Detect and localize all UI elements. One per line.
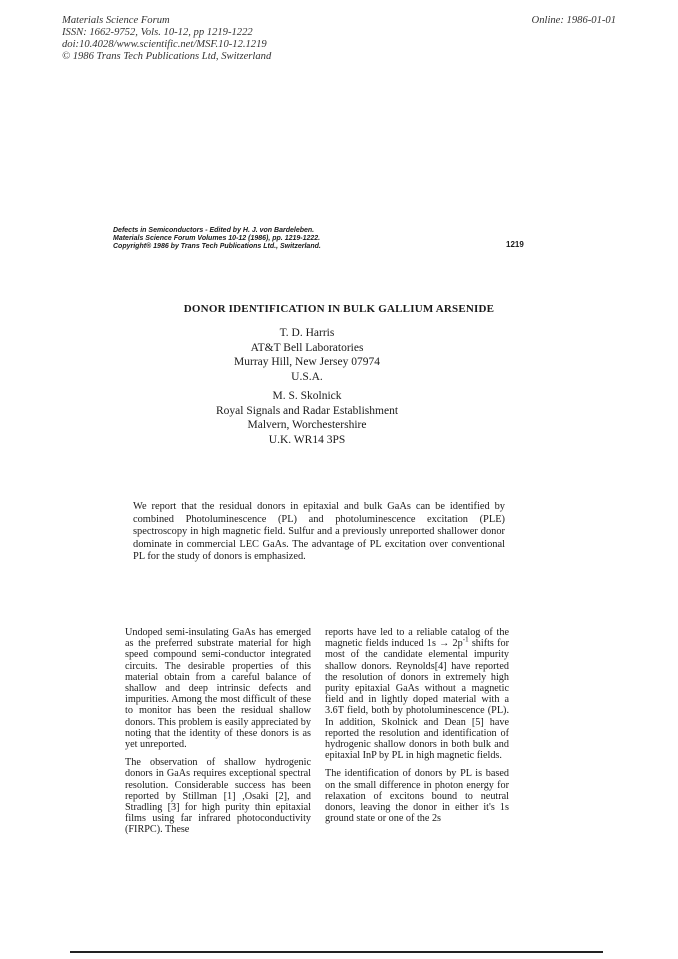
conference-info — [113, 227, 523, 251]
page-number: 1219 — [506, 240, 524, 249]
issn-line: ISSN: 1662-9752, Vols. 10-12, pp 1219-1222 — [62, 27, 253, 38]
author-block-2 — [0, 389, 614, 447]
copyright-line: © 1986 Trans Tech Publications Ltd, Switzerland — [62, 51, 272, 62]
journal-name: Materials Science Forum — [62, 15, 170, 26]
author-name: M. S. Skolnick — [272, 390, 342, 402]
affiliation-line: U.S.A. — [291, 370, 323, 383]
doi-line: doi:10.4028/www.scientific.net/MSF.10-12.1219 — [62, 39, 267, 50]
conference-line-2: Materials Science Forum Volumes 10-12 (1986), pp. 1219-1222. — [113, 235, 321, 242]
abstract: We report that the residual donors in epitaxial and bulk GaAs can be identified by combined Photoluminescence (PL) and photoluminescence excitation (PLE) spectroscopy in high magnetic field. Sulfur and a previously unreported shallower donor dominate in commercial LEC GaAs. The advantage of PL excitation over conventional PL for the study of donors is emphasized. — [133, 501, 505, 563]
affiliation-line: Malvern, Worchestershire — [247, 419, 367, 431]
body-text: reports have led to a reliable catalog of the magnetic fields induced 1s → 2p — [325, 627, 509, 650]
publication-metadata — [62, 15, 271, 63]
affiliation-line: U.K. WR14 3PS — [268, 433, 346, 446]
body-paragraph: The identification of donors by PL is based on the small difference in photon energy for relaxation of excitons bound to neutral donors, leaving the donor in either it's 1s ground state or one of the 2s — [325, 768, 509, 825]
superscript: -1 — [462, 635, 469, 644]
body-column-left — [125, 627, 311, 843]
body-paragraph — [325, 627, 509, 761]
author-block-1 — [0, 326, 614, 384]
body-paragraph: The observation of shallow hydrogenic donors in GaAs requires exceptional spectral resolution. Considerable success has been reported by Stillman [1] ,Osaki [2], and Stradling [3] for high purity thin epitaxial films using far infrared photoconductivity (FIRPC). These — [125, 757, 311, 836]
body-column-right — [325, 627, 509, 831]
paper-title: DONOR IDENTIFICATION IN BULK GALLIUM ARSENIDE — [183, 303, 495, 315]
body-paragraph: Undoped semi-insulating GaAs has emerged as the preferred substrate material for high speed compound semi-conductor integrated circuits. The desirable properties of this material obtain from a careful balance of shallow and deep intrinsic defects and impurities. Among the most difficult of these to monitor has been the residual shallow donors. This problem is easily appreciated by noting that the identity of these donors is as yet unreported. — [125, 627, 311, 751]
bottom-rule — [70, 951, 603, 953]
affiliation-line: Murray Hill, New Jersey 07974 — [234, 356, 380, 368]
conference-line-1: Defects in Semiconductors - Edited by H. J. von Bardeleben. — [113, 227, 315, 234]
affiliation-line: Royal Signals and Radar Establishment — [215, 404, 399, 417]
body-text: shifts for most of the candidate elemental impurity shallow donors. Reynolds[4] have reported the resolution of donors in extremely high purity epitaxial GaAs without a magnetic field and in lightly doped material with a 3.6T field, both by photoluminescence (PL). In addition, Skolnick and Dean [5] have reported the resolution and identification of hydrogenic shallow donors in both bulk and epitaxial InP by PL in high magnetic fields. — [325, 638, 509, 762]
conference-line-3: Copyright® 1986 by Trans Tech Publications Ltd., Switzerland. — [113, 243, 321, 250]
author-name: T. D. Harris — [279, 327, 335, 339]
online-date: Online: 1986-01-01 — [531, 15, 616, 26]
affiliation-line: AT&T Bell Laboratories — [250, 341, 364, 354]
